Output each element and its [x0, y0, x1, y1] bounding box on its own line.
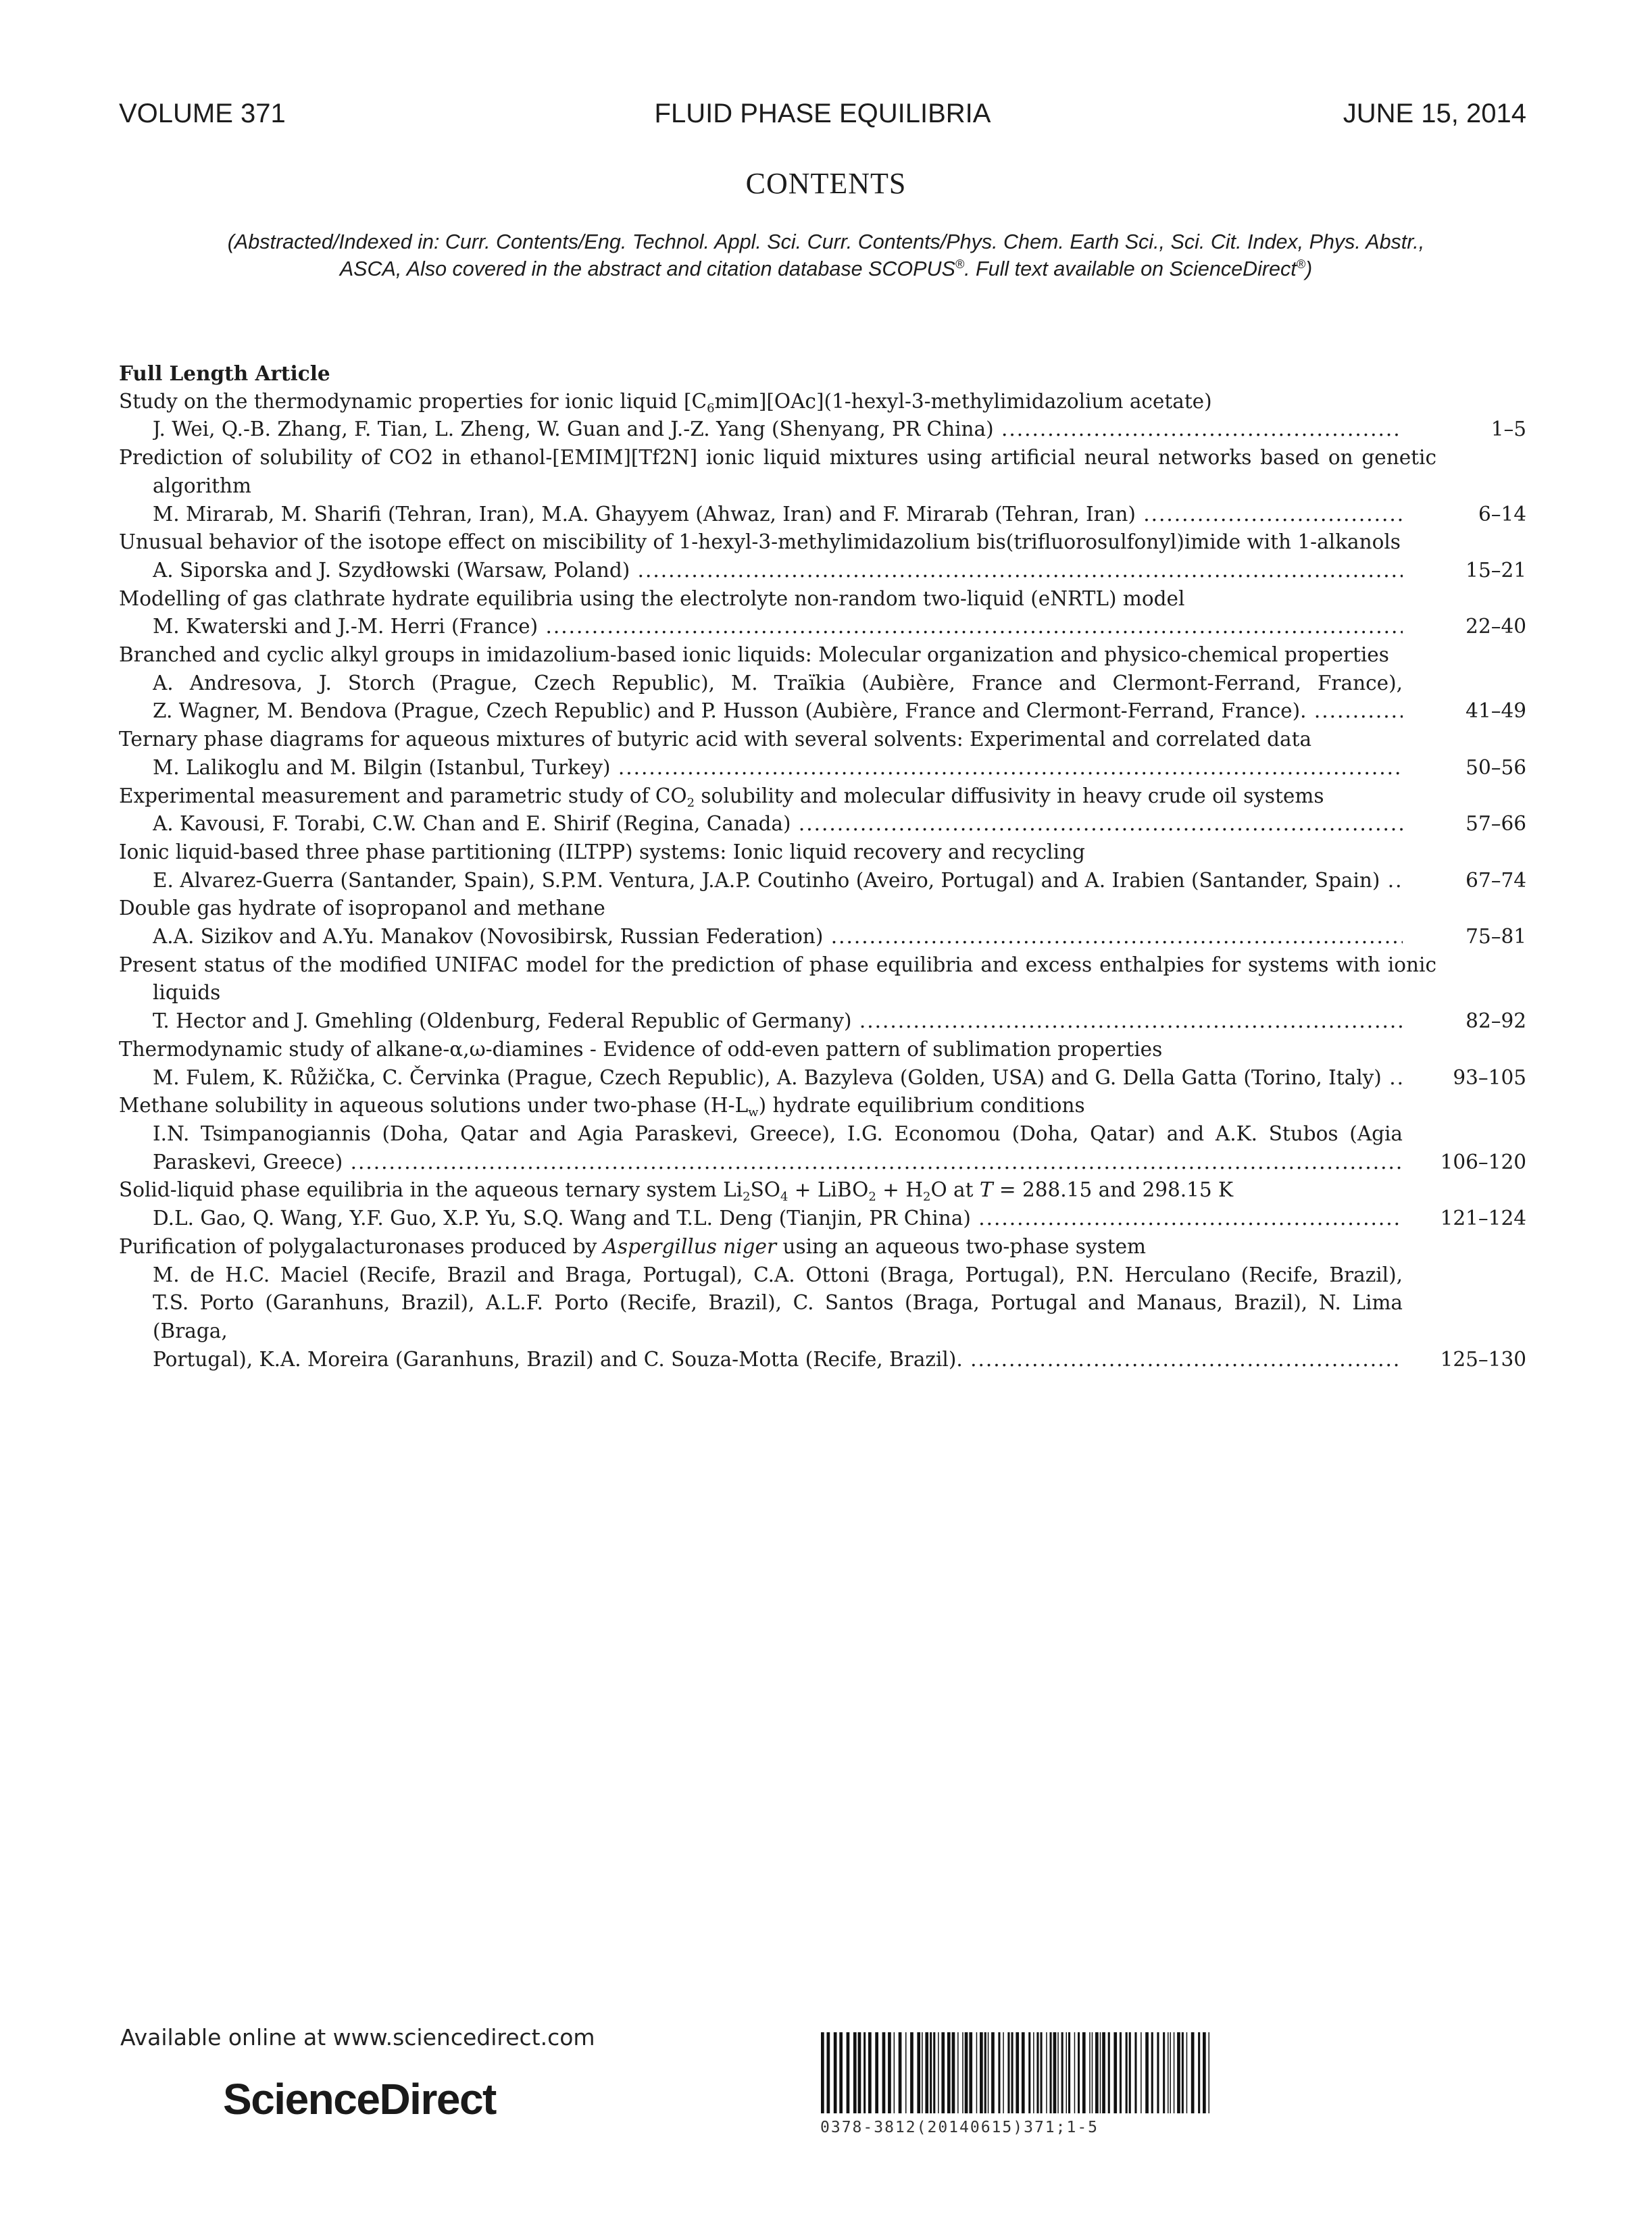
barcode-bar: [834, 2032, 837, 2113]
page-range: 50–56: [1466, 755, 1526, 779]
barcode-bar: [868, 2032, 872, 2113]
barcode-bar: [962, 2032, 963, 2113]
barcode-bar: [1074, 2032, 1076, 2113]
page-range: 1–5: [1491, 418, 1526, 441]
barcode-bar: [1003, 2032, 1004, 2113]
article-authors: [153, 1261, 1403, 1374]
barcode-bar: [1141, 2032, 1142, 2113]
barcode-bar: [1198, 2032, 1200, 2113]
barcode-bar: [957, 2032, 959, 2113]
barcode-bar: [1066, 2032, 1068, 2113]
barcode-bar: [1078, 2032, 1080, 2113]
barcode-bar: [1046, 2032, 1047, 2113]
article-title[interactable]: Solid-liquid phase equilibria in the aqueous ternary system $Li_2SO_4$ + LiBO$_2$ + $H_2O$ at T = 288.15 and 298.15 K: [119, 1178, 1234, 1205]
barcode-bar: [930, 2032, 932, 2113]
article-authors: [153, 1064, 1403, 1092]
page-range: 57–66: [1466, 812, 1526, 836]
page-range: 41–49: [1466, 699, 1526, 723]
barcode-bar: [905, 2032, 907, 2113]
barcode-bar: [984, 2032, 986, 2113]
barcode-bar: [910, 2032, 913, 2113]
article-authors: [153, 670, 1403, 726]
sciencedirect-logo: ScienceDirect: [223, 2075, 496, 2123]
article-entry[interactable]: [119, 444, 1526, 528]
barcode-bar: [1209, 2032, 1210, 2113]
barcode-bar: [1108, 2032, 1110, 2113]
page-range: 121–124: [1440, 1207, 1526, 1230]
barcode-bar: [853, 2032, 857, 2113]
authors-line: D.L. Gao, Q. Wang, Y.F. Guo, X.P. Yu, S.Q. Wang and T.L. Deng (Tianjin, PR China) .....: [153, 1205, 1403, 1233]
barcode-bar: [1050, 2032, 1052, 2113]
article-title[interactable]: Double gas hydrate of isopropanol and methane: [119, 897, 605, 920]
authors-line: Z. Wagner, M. Bendova (Prague, Czech Republic) and P. Husson (Aubière, France and Clermont-Ferrand, France). .....: [153, 697, 1403, 726]
barcode-bar: [980, 2032, 983, 2113]
authors-line: M. Fulem, K. Růžička, C. Červinka (Prague, Czech Republic), A. Bazyleva (Golden, USA) and G. Della Gatta (Torino, Italy) .....: [153, 1064, 1403, 1092]
article-authors: [153, 613, 1403, 641]
page-range: 106–120: [1440, 1150, 1526, 1174]
authors-line: M. Lalikoglu and M. Bilgin (Istanbul, Turkey) .....: [153, 754, 1403, 782]
barcode-bar: [998, 2032, 1000, 2113]
authors-line: M. de H.C. Maciel (Recife, Brazil and Braga, Portugal), C.A. Ottoni (Braga, Portugal), P.N. Herculano (Recife, Brazil),: [153, 1263, 1403, 1286]
barcode-icon: [821, 2032, 1213, 2113]
barcode-bar: [894, 2032, 895, 2113]
barcode-bar: [1126, 2032, 1128, 2113]
article-authors: [153, 501, 1403, 529]
barcode-bar: [1061, 2032, 1063, 2113]
indexing-close: ): [1305, 257, 1313, 280]
article-entry[interactable]: [119, 951, 1526, 1036]
indexing-line-2: [135, 255, 1517, 282]
article-title[interactable]: Ionic liquid-based three phase partitioning (ILTPP) systems: Ionic liquid recovery and recycling: [119, 840, 1085, 863]
article-title[interactable]: Thermodynamic study of alkane-α,ω-diamines - Evidence of odd-even pattern of sublimation properties: [119, 1037, 1163, 1061]
barcode-bar: [1100, 2032, 1101, 2113]
barcode-bar: [941, 2032, 945, 2113]
barcode-bar: [1203, 2032, 1206, 2113]
online-availability: Available online at www.sciencedirect.com: [120, 2024, 595, 2051]
barcode-bar: [1168, 2032, 1169, 2113]
barcode-bar: [1016, 2032, 1019, 2113]
barcode-bar: [863, 2032, 866, 2113]
barcode-bar: [1129, 2032, 1131, 2113]
barcode-bar: [858, 2032, 861, 2113]
barcode-bar: [1145, 2032, 1149, 2113]
barcode-bar: [1028, 2032, 1030, 2113]
page-range: 22–40: [1466, 615, 1526, 638]
barcode-bar: [933, 2032, 935, 2113]
article-authors: [153, 810, 1403, 838]
barcode-bar: [1092, 2032, 1093, 2113]
article-authors: [153, 1120, 1403, 1176]
barcode-bar: [882, 2032, 886, 2113]
barcode-bar: [1057, 2032, 1059, 2113]
article-title[interactable]: Prediction of solubility of CO2 in ethanol-[EMIM][Tf2N] ionic liquid mixtures using artificial neural networks based on genetic algorithm: [119, 446, 1436, 497]
barcode-bar: [965, 2032, 968, 2113]
barcode-bar: [922, 2032, 923, 2113]
article-entry[interactable]: [119, 895, 1526, 951]
article-title[interactable]: Present status of the modified UNIFAC model for the prediction of phase equilibria and excess enthalpies for systems with ionic liquids: [119, 953, 1436, 1005]
barcode-bar: [1068, 2032, 1070, 2113]
barcode-bar: [925, 2032, 928, 2113]
barcode-bar: [976, 2032, 978, 2113]
barcode-bar: [969, 2032, 972, 2113]
barcode-bar: [947, 2032, 951, 2113]
article-authors: [153, 557, 1403, 585]
authors-line: M. Mirarab, M. Sharifi (Tehran, Iran), M.A. Ghayyem (Ahwaz, Iran) and F. Mirarab (Tehran, Iran) .....: [153, 501, 1403, 529]
article-title[interactable]: Ternary phase diagrams for aqueous mixtures of butyric acid with several solvents: Experimental and correlated data: [119, 728, 1312, 751]
section-heading: Full Length Article: [119, 361, 330, 385]
registered-mark: ®: [1296, 257, 1305, 271]
article-title[interactable]: Unusual behavior of the isotope effect on miscibility of 1-hexyl-3-methylimidazolium bis(trifluorosulfonyl)imide with 1-alkanols: [119, 530, 1401, 554]
article-entry[interactable]: [119, 1036, 1526, 1092]
barcode-bar: [1134, 2032, 1136, 2113]
page-range: 15–21: [1466, 558, 1526, 582]
authors-line: A. Kavousi, F. Torabi, C.W. Chan and E. Shirif (Regina, Canada) .....: [153, 810, 1403, 838]
barcode-bar: [1095, 2032, 1099, 2113]
page-range: 67–74: [1466, 868, 1526, 892]
volume-label: VOLUME 371: [119, 99, 286, 128]
article-entry[interactable]: [119, 585, 1526, 641]
page-range: 125–130: [1440, 1347, 1526, 1371]
barcode-bar: [1082, 2032, 1086, 2113]
barcode-bar: [1120, 2032, 1122, 2113]
barcode-bar: [952, 2032, 955, 2113]
page-range: 6–14: [1478, 502, 1526, 526]
article-title[interactable]: Purification of polygalacturonases produced by Aspergillus niger using an aqueous two-phase system: [119, 1234, 1146, 1258]
page-range: 93–105: [1453, 1065, 1526, 1089]
barcode-bar: [1113, 2032, 1117, 2113]
barcode-bar: [875, 2032, 878, 2113]
barcode-bar: [1191, 2032, 1195, 2113]
article-list: [119, 388, 1526, 1374]
barcode-bar: [938, 2032, 939, 2113]
article-entry[interactable]: [119, 1092, 1526, 1176]
article-authors: [153, 923, 1403, 951]
indexing-text-a: ASCA, Also covered in the abstract and citation database SCOPUS: [339, 257, 955, 280]
barcode-bar: [1089, 2032, 1091, 2113]
barcode-bar: [1041, 2032, 1043, 2113]
barcode-bar: [1151, 2032, 1153, 2113]
article-authors: [153, 1205, 1403, 1233]
barcode-bar: [1157, 2032, 1159, 2113]
barcode-bar: [1036, 2032, 1038, 2113]
authors-line: E. Alvarez-Guerra (Santander, Spain), S.P.M. Ventura, J.A.P. Coutinho (Aveiro, Portugal) and A. Irabien (Santander, Spain) .....: [153, 867, 1403, 895]
table-of-contents: [119, 359, 1526, 1374]
article-entry[interactable]: [119, 1233, 1526, 1374]
article-authors: [153, 754, 1403, 782]
barcode-bar: [888, 2032, 891, 2113]
page-title: CONTENTS: [745, 167, 907, 200]
barcode-bar: [1170, 2032, 1172, 2113]
authors-line: J. Wei, Q.-B. Zhang, F. Tian, L. Zheng, W. Guan and J.-Z. Yang (Shenyang, PR China) .....: [153, 416, 1403, 444]
running-header: [119, 99, 1526, 136]
page-range: 82–92: [1466, 1009, 1526, 1033]
barcode-bar: [1022, 2032, 1025, 2113]
article-title[interactable]: Modelling of gas clathrate hydrate equilibria using the electrolyte non-random two-liquid (eNRTL) model: [119, 586, 1185, 610]
article-title[interactable]: Methane solubility in aqueous solutions under two-phase $(H-L_w)$ hydrate equilibrium conditions: [119, 1094, 1085, 1120]
article-entry[interactable]: [119, 838, 1526, 895]
authors-line: A. Siporska and J. Szydłowski (Warsaw, Poland) .....: [153, 557, 1403, 585]
barcode-bar: [1177, 2032, 1180, 2113]
article-entry[interactable]: [119, 388, 1526, 444]
article-title[interactable]: Experimental measurement and parametric study of $CO_2$ solubility and molecular diffusivity in heavy crude oil systems: [119, 784, 1324, 810]
authors-line: Paraskevi, Greece) .....: [153, 1149, 1403, 1177]
authors-line: A.A. Sizikov and A.Yu. Manakov (Novosibirsk, Russian Federation) .....: [153, 923, 1403, 951]
barcode-bar: [899, 2032, 902, 2113]
barcode-bar: [847, 2032, 850, 2113]
journal-title: FLUID PHASE EQUILIBRIA: [654, 99, 991, 128]
barcode-number: 0378-3812(20140615)371;1-5: [820, 2119, 1099, 2136]
barcode-bar: [1102, 2032, 1105, 2113]
barcode-bar: [839, 2032, 843, 2113]
authors-line: T. Hector and J. Gmehling (Oldenburg, Federal Republic of Germany) .....: [153, 1007, 1403, 1036]
authors-line: T.S. Porto (Garanhuns, Brazil), A.L.F. Porto (Recife, Brazil), C. Santos (Braga, Portugal and Manaus, Brazil), N. Lima (Braga,: [153, 1291, 1403, 1342]
article-title[interactable]: Study on the thermodynamic properties for ionic liquid $[C_6mim][OAc](1-hexyl-3$-methylimidazolium acetate): [119, 389, 1212, 416]
issue-date: JUNE 15, 2014: [1343, 99, 1526, 128]
article-entry[interactable]: [119, 782, 1526, 838]
barcode-bar: [821, 2032, 824, 2113]
article-entry[interactable]: [119, 726, 1526, 782]
barcode-bar: [1053, 2032, 1057, 2113]
authors-line: A. Andresova, J. Storch (Prague, Czech Republic), M. Traïkia (Aubière, France and Clermont-Ferrand, France),: [153, 671, 1403, 695]
barcode-bar: [1007, 2032, 1009, 2113]
barcode-bar: [917, 2032, 920, 2113]
article-authors: [153, 867, 1403, 895]
barcode-bar: [988, 2032, 989, 2113]
article-authors: [153, 1007, 1403, 1036]
barcode-bar: [991, 2032, 995, 2113]
page-range: 75–81: [1466, 925, 1526, 949]
barcode-bar: [1186, 2032, 1188, 2113]
registered-mark: ®: [955, 257, 965, 271]
barcode-bar: [1033, 2032, 1034, 2113]
indexing-line-1: (Abstracted/Indexed in: Curr. Contents/Eng. Technol. Appl. Sci. Curr. Contents/Phys. Chem. Earth Sci., Sci. Cit. Index, Phys. Abstr.,: [227, 230, 1425, 253]
article-entry[interactable]: [119, 641, 1526, 726]
authors-line: Portugal), K.A. Moreira (Garanhuns, Brazil) and C. Souza-Motta (Recife, Brazil). .....: [153, 1346, 1403, 1374]
authors-line: M. Kwaterski and J.-M. Herri (France) .....: [153, 613, 1403, 641]
article-entry[interactable]: [119, 1176, 1526, 1232]
article-entry[interactable]: [119, 528, 1526, 584]
barcode-bar: [827, 2032, 830, 2113]
barcode-bar: [1011, 2032, 1013, 2113]
article-authors: [153, 416, 1403, 444]
indexing-note: [135, 228, 1517, 282]
indexing-text-b: . Full text available on ScienceDirect: [964, 257, 1297, 280]
barcode-bar: [1163, 2032, 1165, 2113]
barcode-bar: [1182, 2032, 1184, 2113]
article-title[interactable]: Branched and cyclic alkyl groups in imidazolium-based ionic liquids: Molecular organization and physico-chemical properties: [119, 643, 1389, 667]
authors-line: I.N. Tsimpanogiannis (Doha, Qatar and Agia Paraskevi, Greece), I.G. Economou (Doha, Qatar) and A.K. Stubos (Agia: [153, 1122, 1403, 1145]
barcode-bar: [1174, 2032, 1175, 2113]
